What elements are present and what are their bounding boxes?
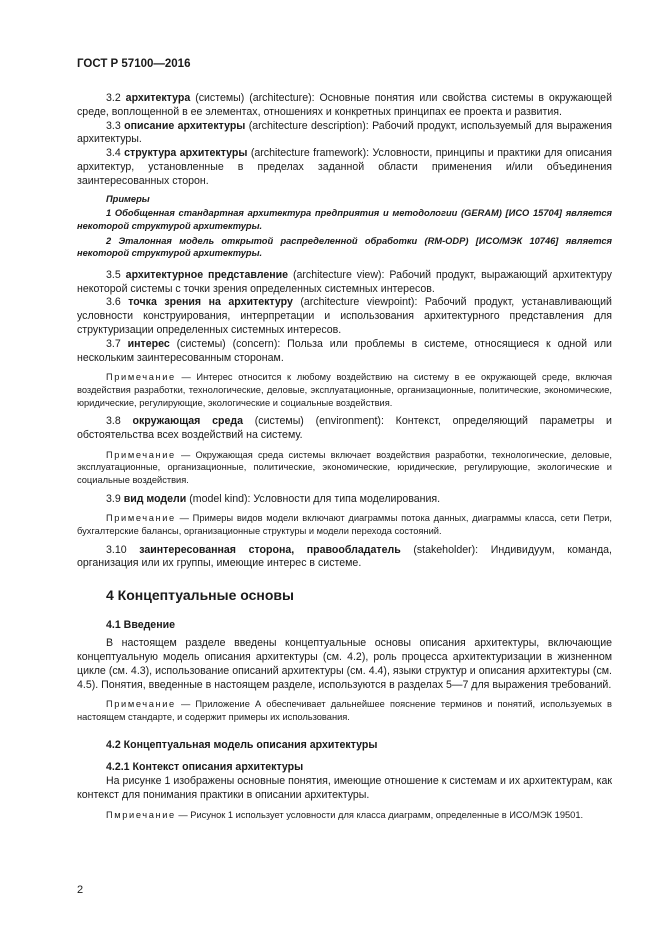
note-4-1: Примечание — Приложение А обеспечивает дальнейшее пояснение терминов и понятий, используемых в настоящем стандарте, и содержит примеры их использования. xyxy=(77,699,612,722)
term-3-4: 3.4 структура архитектуры (architecture framework): Условности, принципы и практики для описания архитектур, установленные в пределах заданной области применения и/или объединения заинтересованных сторон. xyxy=(77,147,612,187)
term-3-5: 3.5 архитектурное представление (architecture view): Рабочий продукт, выражающий архитектуру некоторой системы с точки зрения определенных системных интересов. xyxy=(77,268,612,295)
section-4-2-1-heading: 4.2.1 Контекст описания архитектуры xyxy=(106,761,304,774)
page-content xyxy=(77,92,612,827)
note-3-9: Примечание — Примеры видов модели включают диаграммы потока данных, диаграммы класса, сети Петри, бухгалтерские балансы, организационные структуры и модели перехода состояний. xyxy=(77,513,612,536)
note-4-2-1: Пмриечание — Рисунок 1 использует условности для класса диаграмм, определенные в ИСО/МЭК 19501. xyxy=(106,809,584,820)
term-3-6: 3.6 точка зрения на архитектуру (architecture viewpoint): Рабочий продукт, устанавливающий условности конструирования, интерпретации и использования архитектурного представления для структуризации определенных системных интересов. xyxy=(77,296,612,336)
page-header-standard: ГОСТ Р 57100—2016 xyxy=(77,58,191,70)
term-3-2: 3.2 архитектура (системы) (architecture): Основные понятия или свойства системы в окружающей среде, воплощенной в ее элементах, отношениях и конкретных принципах ее проекта и развития. xyxy=(77,92,612,118)
page-number: 2 xyxy=(77,884,84,896)
term-3-9: 3.9 вид модели (model kind): Условности для типа моделирования. xyxy=(106,492,441,505)
section-4-2-1-text: На рисунке 1 изображены основные понятия, имеющие отношение к системам и их архитектурам, как контекст для понимания практики в описании архитектуры. xyxy=(77,775,612,802)
example-1: 1 Обобщенная стандартная архитектура предприятия и методологии (GERAM) [ИСО 15704] является некоторой структурой архитектуры. xyxy=(77,208,612,231)
note-3-8: Примечание — Окружающая среда системы включает воздействия разработки, технологические, деловые, эксплуатационные, организационные, политические, экономические, юридические, регулирующие, экологические и социальные воздействия. xyxy=(77,449,612,485)
section-4-1-text: В настоящем разделе введены концептуальные основы описания архитектуры, включающие концептуальную модель описания архитектуры (см. 4.2), роль процесса архитектуризации в жизненном цикле (см. 4.3), использование описаний архитектуры (см. 4.4), языки структур и описания архитектуры (см. 4.5). Понятия, введенные в настоящем разделе, используются в разделах 5—7 для выражения требований. xyxy=(77,637,612,691)
note-3-7: Примечание — Интерес относится к любому воздействию на систему в ее окружающей среде, включая воздействия разработки, технологические, деловые, эксплуатационные, организационные, политические, экономические, юридические, регулирующие, экологические и социальные воздействия. xyxy=(77,372,612,408)
section-4-heading: 4 Концептуальные основы xyxy=(106,587,294,604)
term-3-3: 3.3 описание архитектуры (architecture description): Рабочий продукт, используемый для выражения архитектуры. xyxy=(77,119,612,146)
section-4-2-heading: 4.2 Концептуальная модель описания архитектуры xyxy=(106,739,378,752)
examples-heading: Примеры xyxy=(106,193,150,204)
term-3-10: 3.10 заинтересованная сторона, правообладатель (stakeholder): Индивидуум, команда, организация или их группы, имеющие интерес в системе. xyxy=(77,543,612,570)
section-4-1-heading: 4.1 Введение xyxy=(106,619,176,632)
term-3-8: 3.8 окружающая среда (системы) (environment): Контекст, определяющий параметры и обстоятельства всех воздействий на систему. xyxy=(77,415,612,441)
term-3-7: 3.7 интерес (системы) (concern): Польза или проблемы в системе, относящиеся к одной или нескольким заинтересованным сторонам. xyxy=(77,337,612,364)
example-2: 2 Эталонная модель открытой распределенной обработки (RM-ODP) [ИСО/МЭК 10746] является некоторой структурой архитектуры. xyxy=(77,235,612,259)
